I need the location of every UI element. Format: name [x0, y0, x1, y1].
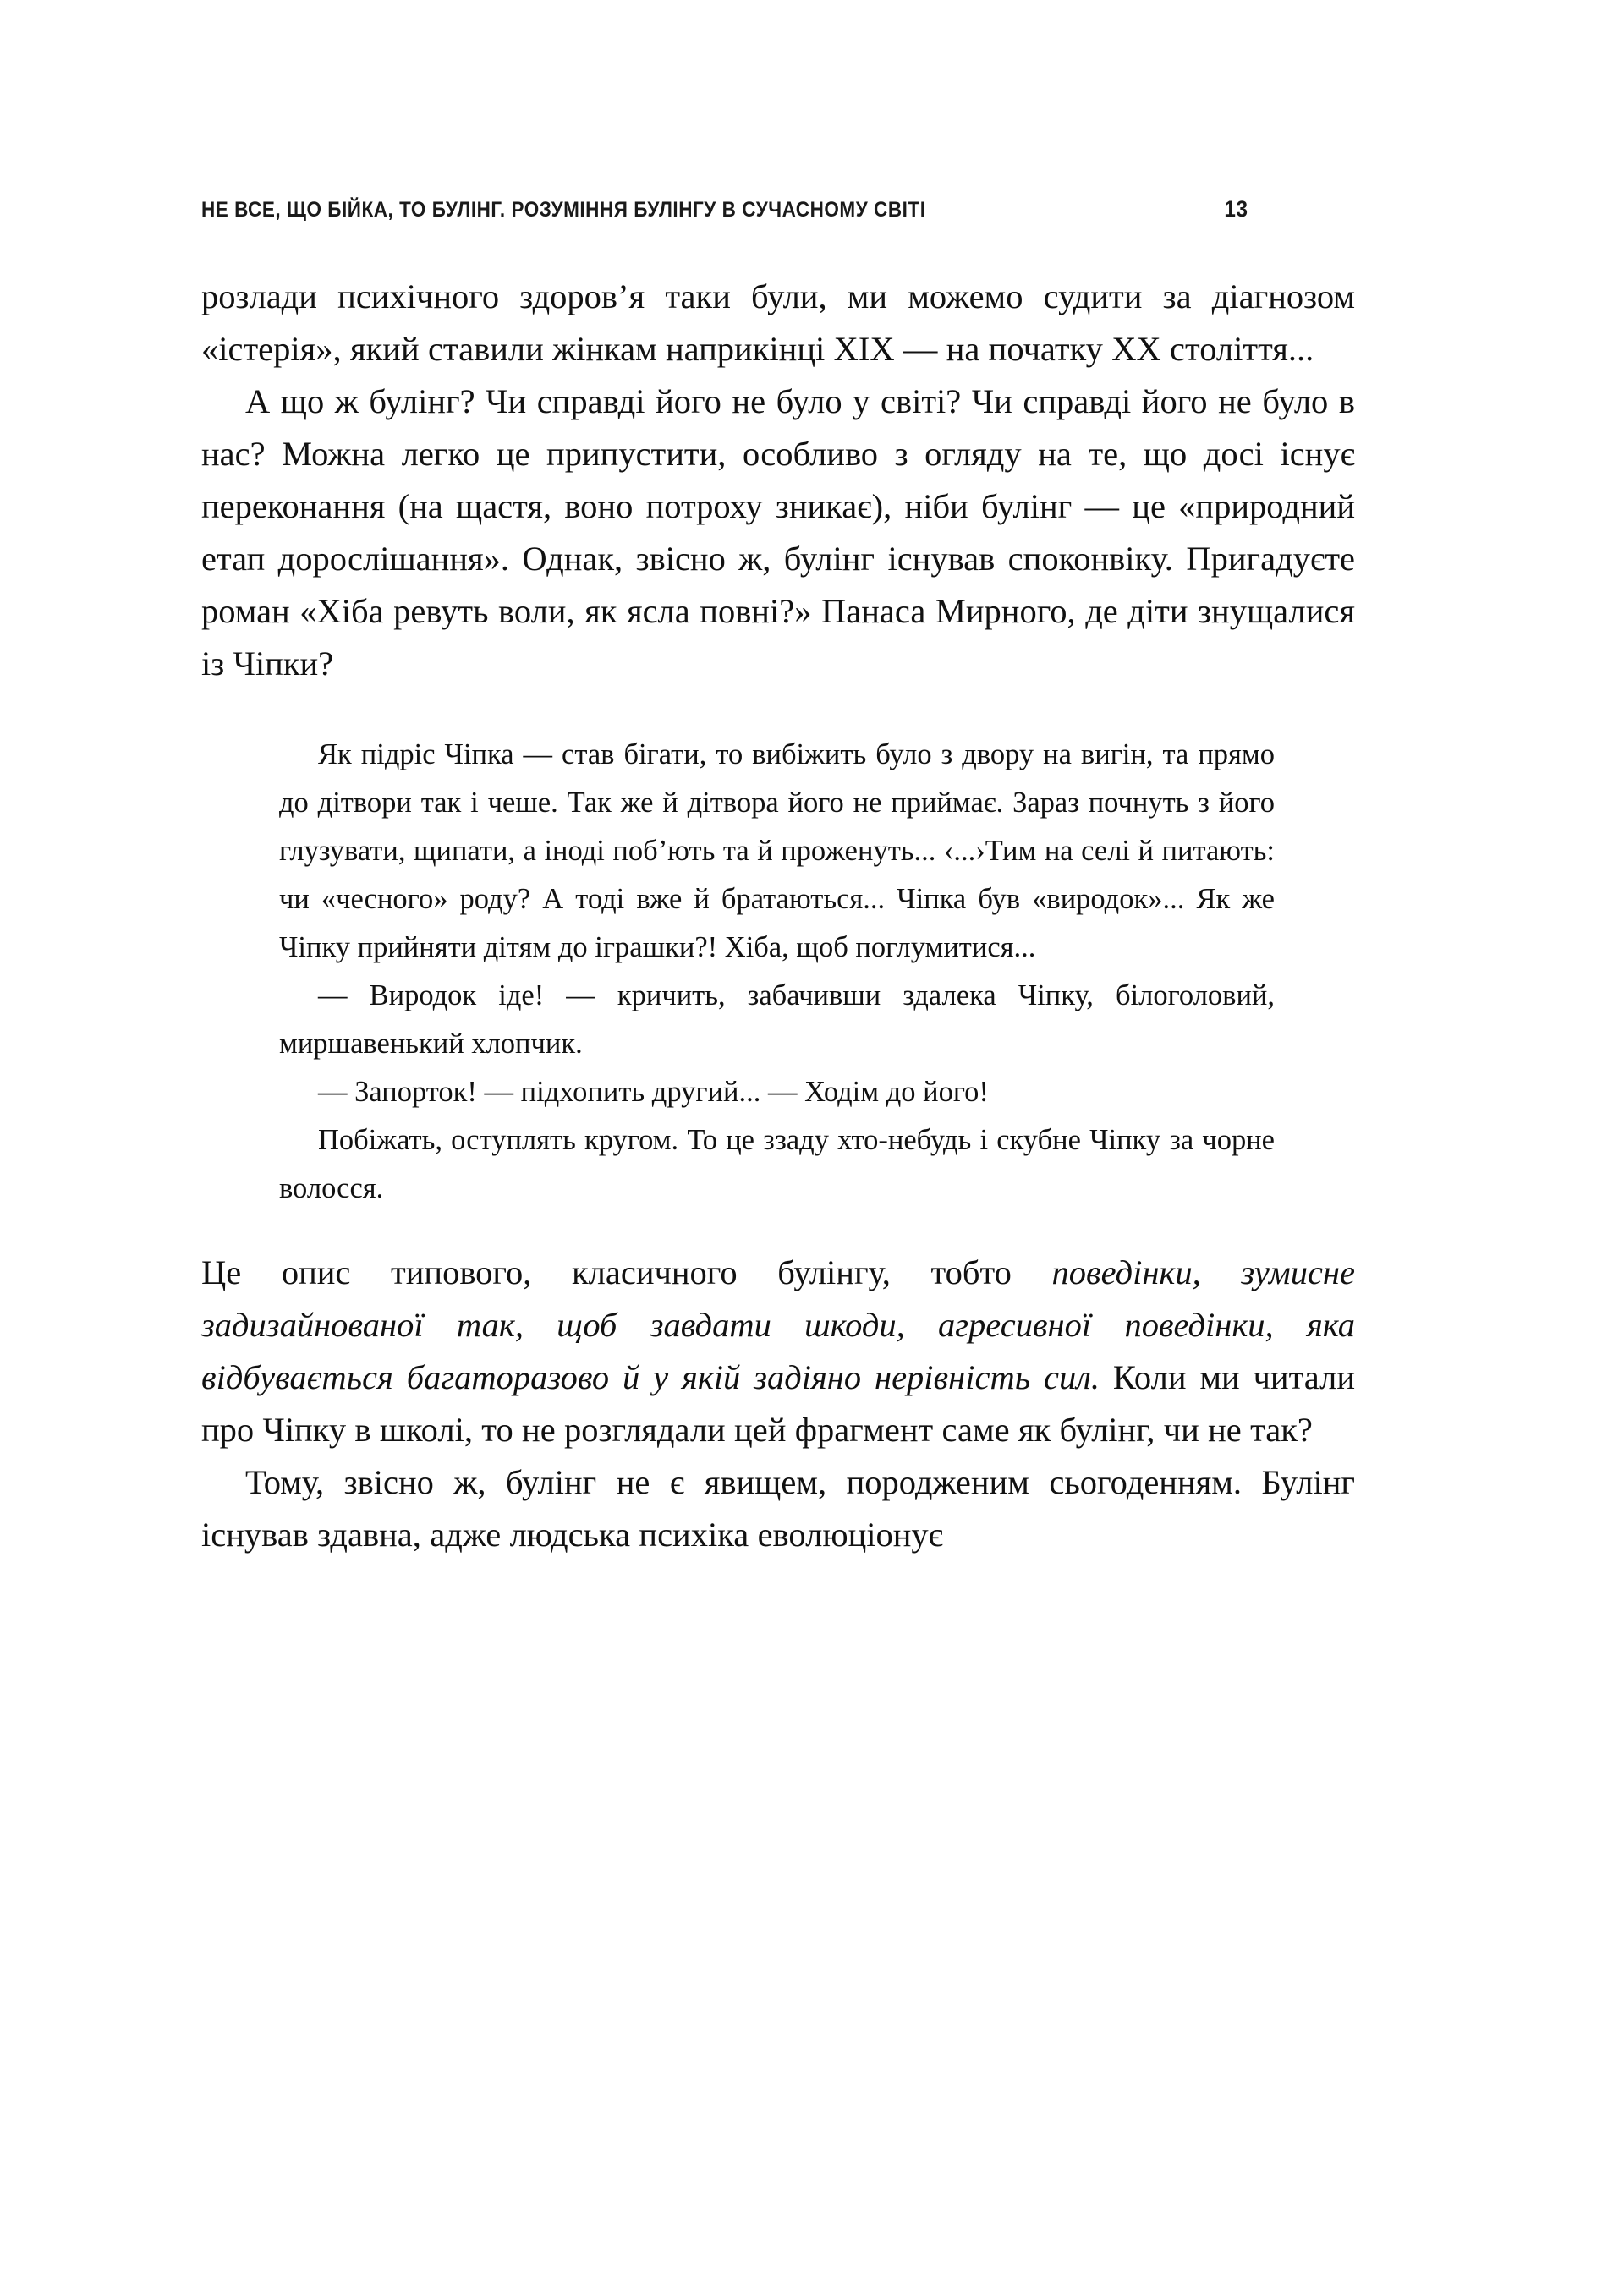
quote-line-4: Побіжать, оступлять кругом. То це ззаду хто-небудь і скубне Чіпку за чорне волосся.	[279, 1124, 1275, 1204]
block-quotation	[235, 731, 1321, 1213]
quote-line-1: Як підріс Чіпка — став бігати, то вибіжить було з двору на вигін, та прямо до дітвори так і чеше. Так же й дітвора його не приймає. Зараз почнуть з його глузувати, щипати, а іноді поб’ють та й проженуть... ‹...›Тим на селі й питають: чи «чесного» роду? А тоді вже й братаються... Чіпка був «виродок»... Як же Чіпку прийняти дітям до іграшки?! Хіба, щоб поглумитися...	[279, 738, 1275, 963]
page-number: 13	[1224, 196, 1248, 222]
paragraph-continuation: розлади психічного здоров’я таки були, ми можемо судити за діагнозом «істерія», який ставили жінкам наприкінці XIX — на початку XX століття...	[201, 277, 1355, 368]
page-body	[201, 271, 1355, 1561]
running-header-title: НЕ ВСЕ, ЩО БІЙКА, ТО БУЛІНГ. РОЗУМІННЯ БУЛІНГУ В СУЧАСНОМУ СВІТІ	[201, 198, 926, 222]
quote-line-2: — Виродок іде! — кричить, забачивши здалека Чіпку, білоголовий, миршавенький хлопчик.	[279, 979, 1275, 1060]
paragraph-conclusion: Тому, звісно ж, булінг не є явищем, породженим сьогоденням. Булінг існував здавна, адже людська психіка еволюціонує	[201, 1463, 1355, 1554]
post-quote-section	[201, 1247, 1355, 1561]
definition-italic: поведінки, зумисне задизайнованої так, щоб завдати шкоди, агресивної поведінки, яка відбувається багаторазово й у якій задіяно нерівність сил.	[201, 1253, 1355, 1396]
running-header	[201, 196, 1248, 222]
definition-tail: Коли ми читали про Чіпку в школі, то не розглядали цей фрагмент саме як булінг, чи не так?	[201, 1358, 1355, 1449]
definition-lead: Це опис типового, класичного булінгу, тобто	[201, 1253, 1052, 1291]
quote-line-3: — Запорток! — підхопить другий... — Ходім до його!	[318, 1076, 989, 1108]
paragraph-definition	[201, 1247, 1355, 1456]
paragraph-bullying-question: А що ж булінг? Чи справді його не було у світі? Чи справді його не було в нас? Можна легко це припустити, особливо з огляду на те, що досі існує переконання (на щастя, воно потроху зникає), ніби булінг — це «природний етап дорослішання». Однак, звісно ж, булінг існував споконвіку. Пригадуєте роман «Хіба ревуть воли, як ясла повні?» Панаса Мирного, де діти знущалися із Чіпки?	[201, 382, 1355, 682]
